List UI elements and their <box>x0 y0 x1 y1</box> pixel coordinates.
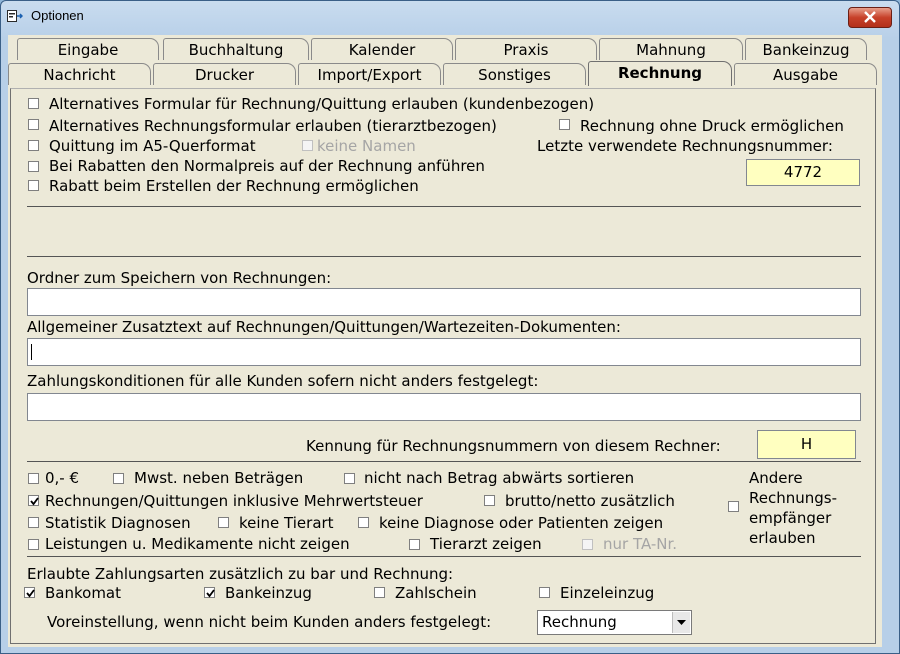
tab-sonstiges[interactable] <box>443 63 586 85</box>
tab-label: Praxis <box>503 41 549 59</box>
nicht-sortieren-checkbox[interactable] <box>344 473 355 484</box>
keine-diagnose-checkbox[interactable] <box>358 517 369 528</box>
ohne-druck-label: Rechnung ohne Druck ermöglichen <box>580 117 844 135</box>
bankomat-checkbox[interactable] <box>24 587 35 598</box>
einzeleinzug-label: Einzeleinzug <box>560 584 655 602</box>
rabatt-label: Rabatt beim Erstellen der Rechnung ermöglichen <box>49 177 419 195</box>
zusatztext-input[interactable] <box>27 338 861 366</box>
rabatt-checkbox[interactable] <box>28 180 39 191</box>
kennung-input[interactable]: H <box>757 430 856 459</box>
nur-ta-label: nur TA-Nr. <box>603 535 678 553</box>
tab-label: Sonstiges <box>478 66 551 84</box>
leistungen-label: Leistungen u. Medikamente nicht zeigen <box>45 535 350 553</box>
divider <box>27 461 861 462</box>
checkmark-icon <box>205 588 216 599</box>
alt-form-label: Alternatives Formular für Rechnung/Quittung erlauben (kundenbezogen) <box>49 95 595 113</box>
tab-mahnung[interactable] <box>599 38 743 60</box>
keine-tierart-checkbox[interactable] <box>218 517 229 528</box>
divider <box>27 556 861 557</box>
normalpreis-label: Bei Rabatten den Normalpreis auf der Rechnung anführen <box>49 157 485 175</box>
ohne-druck-checkbox[interactable] <box>559 119 570 130</box>
tab-label: Nachricht <box>43 66 116 84</box>
tierarzt-label: Tierarzt zeigen <box>430 535 542 553</box>
app-icon <box>7 9 23 23</box>
tab-label: Import/Export <box>317 66 422 84</box>
tab-label: Rechnung <box>617 64 703 82</box>
tab-label: Bankeinzug <box>762 41 850 59</box>
checkmark-icon <box>25 588 36 599</box>
tab-kalender[interactable] <box>311 38 453 60</box>
divider <box>27 206 861 207</box>
keine-namen-label: keine Namen <box>317 137 416 155</box>
title-bar[interactable] <box>1 1 899 31</box>
voreinstellung-select[interactable] <box>537 610 692 635</box>
andere-empfaenger-checkbox[interactable] <box>728 501 739 512</box>
a5-querformat-label: Quittung im A5-Querformat <box>49 137 256 155</box>
zusatztext-label: Allgemeiner Zusatztext auf Rechnungen/Quittungen/Wartezeiten-Dokumenten: <box>27 318 621 336</box>
alt-form-checkbox[interactable] <box>28 98 39 109</box>
zahlschein-label: Zahlschein <box>395 584 477 602</box>
a5-querformat-checkbox[interactable] <box>28 140 39 151</box>
kennung-label: Kennung für Rechnungsnummern von diesem Rechner: <box>306 437 721 455</box>
close-icon <box>863 11 877 23</box>
inkl-mwst-checkbox[interactable] <box>28 495 39 506</box>
keine-diagnose-label: keine Diagnose oder Patienten zeigen <box>379 514 664 532</box>
andere-empfaenger-label-2: Rechnungs- <box>749 489 838 507</box>
nur-ta-checkbox[interactable] <box>582 539 593 550</box>
null-euro-label: 0,- € <box>45 469 80 487</box>
voreinstellung-label: Voreinstellung, wenn nicht beim Kunden anders festgelegt: <box>47 613 492 631</box>
zahlungskonditionen-label: Zahlungskonditionen für alle Kunden sofern nicht anders festgelegt: <box>27 372 539 390</box>
alt-rechnungsformular-checkbox[interactable] <box>28 119 39 130</box>
checkmark-icon <box>29 496 40 507</box>
tab-ausgabe[interactable] <box>734 63 877 85</box>
zahlschein-checkbox[interactable] <box>374 587 385 598</box>
tierarzt-checkbox[interactable] <box>409 539 420 550</box>
andere-empfaenger-label-1: Andere <box>749 469 803 487</box>
tab-rechnung[interactable] <box>588 61 732 86</box>
tab-eingabe[interactable] <box>17 38 159 60</box>
close-button[interactable] <box>848 7 892 28</box>
dropdown-button[interactable] <box>672 612 690 633</box>
tab-nachricht[interactable] <box>8 63 151 85</box>
voreinstellung-value: Rechnung <box>542 613 617 631</box>
tab-label: Drucker <box>194 66 255 84</box>
zahlungskonditionen-input[interactable] <box>27 393 861 421</box>
divider <box>27 256 861 257</box>
alt-rechnungsformular-label: Alternatives Rechnungsformular erlauben (tierarztbezogen) <box>49 117 497 135</box>
tab-label: Eingabe <box>57 41 119 59</box>
window-title: Optionen <box>31 8 84 23</box>
tab-label: Buchhaltung <box>188 41 284 59</box>
tab-praxis[interactable] <box>455 38 597 60</box>
andere-empfaenger-label-3: empfänger <box>749 509 832 527</box>
statistik-checkbox[interactable] <box>28 517 39 528</box>
statistik-label: Statistik Diagnosen <box>45 514 191 532</box>
keine-namen-checkbox[interactable] <box>302 140 313 151</box>
mwst-label: Mwst. neben Beträgen <box>134 469 304 487</box>
text-cursor <box>31 344 32 360</box>
zahlungsarten-label: Erlaubte Zahlungsarten zusätzlich zu bar und Rechnung: <box>27 565 454 583</box>
chevron-down-icon <box>677 620 686 625</box>
tab-label: Mahnung <box>636 41 706 59</box>
last-invoice-number-field[interactable]: 4772 <box>746 159 860 186</box>
nicht-sortieren-label: nicht nach Betrag abwärts sortieren <box>364 469 635 487</box>
tab-label: Kalender <box>348 41 416 59</box>
andere-empfaenger-label-4: erlauben <box>749 529 816 547</box>
bankeinzug-label: Bankeinzug <box>225 584 312 602</box>
folder-label: Ordner zum Speichern von Rechnungen: <box>27 269 332 287</box>
einzeleinzug-checkbox[interactable] <box>539 587 550 598</box>
normalpreis-checkbox[interactable] <box>28 161 39 172</box>
bankomat-label: Bankomat <box>45 584 122 602</box>
tab-bankeinzug[interactable] <box>745 38 867 60</box>
brutto-netto-checkbox[interactable] <box>484 495 495 506</box>
tab-buchhaltung[interactable] <box>163 38 309 60</box>
brutto-netto-label: brutto/netto zusätzlich <box>505 492 675 510</box>
last-invoice-label: Letzte verwendete Rechnungsnummer: <box>537 137 833 155</box>
leistungen-checkbox[interactable] <box>28 539 39 550</box>
tab-label: Ausgabe <box>772 66 839 84</box>
inkl-mwst-label: Rechnungen/Quittungen inklusive Mehrwertsteuer <box>45 492 423 510</box>
bankeinzug-checkbox[interactable] <box>204 587 215 598</box>
folder-input[interactable] <box>27 288 861 316</box>
tab-drucker[interactable] <box>153 63 296 85</box>
null-euro-checkbox[interactable] <box>28 473 39 484</box>
mwst-checkbox[interactable] <box>113 473 124 484</box>
tab-import-export[interactable] <box>298 63 441 85</box>
keine-tierart-label: keine Tierart <box>239 514 334 532</box>
